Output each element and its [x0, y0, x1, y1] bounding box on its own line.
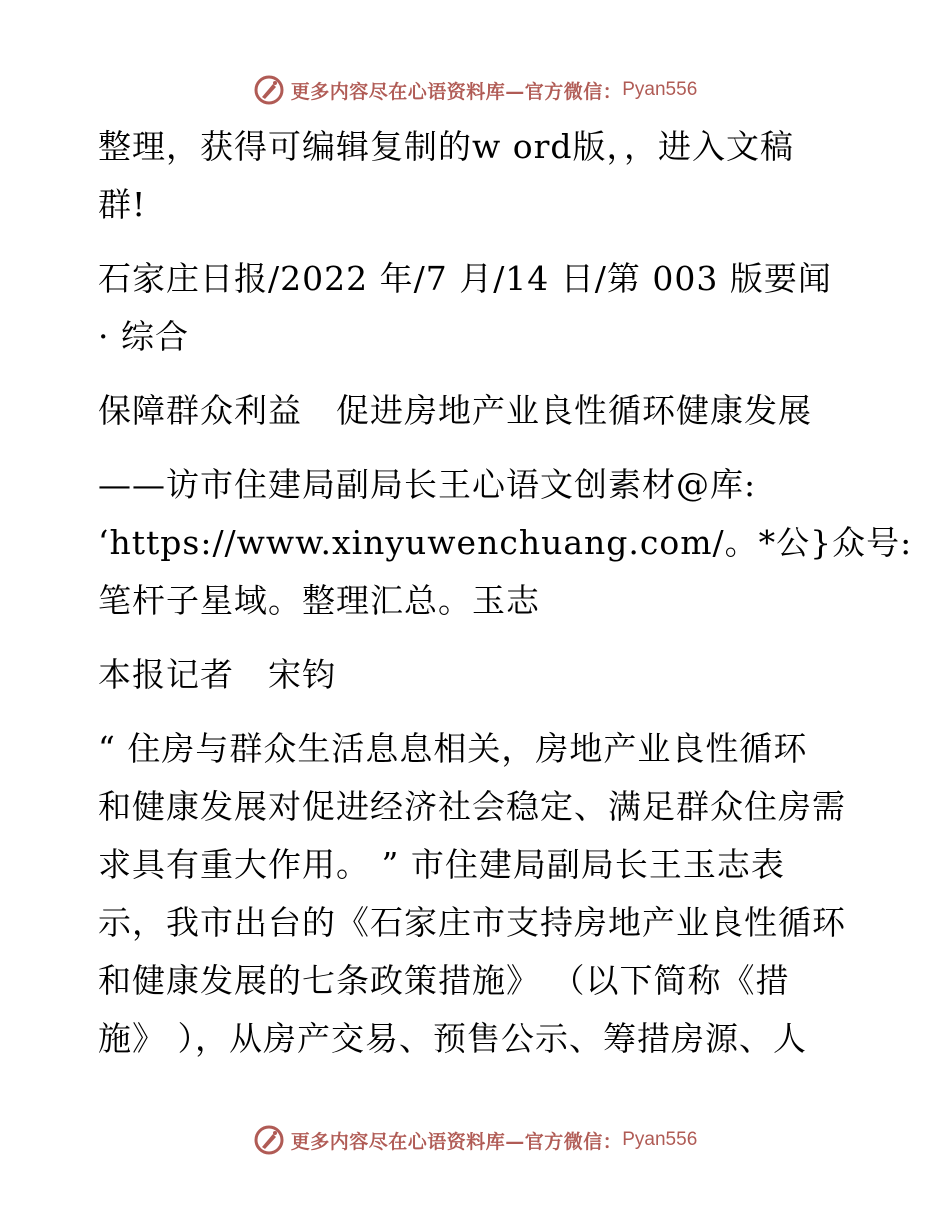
article-title: 保障群众利益 促进房地产业良性循环健康发展	[98, 391, 812, 430]
watermark-header	[0, 70, 950, 110]
document-body	[98, 118, 913, 1068]
article-subtitle: ——访市住建局副局长王心语文创素材@库:	[98, 465, 757, 504]
paragraph-line: “ 住房与群众生活息息相关，房地产业良性循环	[98, 729, 808, 768]
watermark-text: 更多内容尽在心语资料库—官方微信：	[290, 1130, 623, 1153]
paragraph-line: 和健康发展对促进经济社会稳定、满足群众住房需	[98, 787, 846, 826]
paragraph-line: 求具有重大作用。 ” 市住建局副局长王玉志表	[98, 845, 785, 884]
pen-logo-icon	[253, 74, 285, 106]
article-byline: 本报记者 宋钧	[98, 655, 336, 694]
text-line: 群!	[98, 185, 147, 224]
text-line: 整理，获得可编辑复制的w ord版，，进入文稿	[98, 127, 795, 166]
article-subtitle-line: 笔杆子星域。整理汇总。玉志	[98, 581, 540, 620]
publication-section: · 综合	[98, 317, 189, 356]
publication-info: 石家庄日报/2022 年/7 月/14 日/第 003 版要闻	[98, 259, 832, 298]
paragraph-line: 和健康发展的七条政策措施》 （以下简称《措	[98, 961, 790, 1000]
watermark-footer	[0, 1120, 950, 1160]
watermark-account: Pyan556	[622, 79, 698, 100]
paragraph-line: 施》 ），从房产交易、预售公示、筹措房源、人	[98, 1019, 807, 1058]
watermark-account: Pyan556	[622, 1129, 698, 1150]
article-subtitle-line: ‘https://www.xinyuwenchuang.com/。*公}众号:	[98, 523, 913, 562]
pen-logo-icon	[253, 1124, 285, 1156]
watermark-text: 更多内容尽在心语资料库—官方微信：	[290, 80, 623, 103]
paragraph-line: 示，我市出台的《石家庄市支持房地产业良性循环	[98, 903, 846, 942]
